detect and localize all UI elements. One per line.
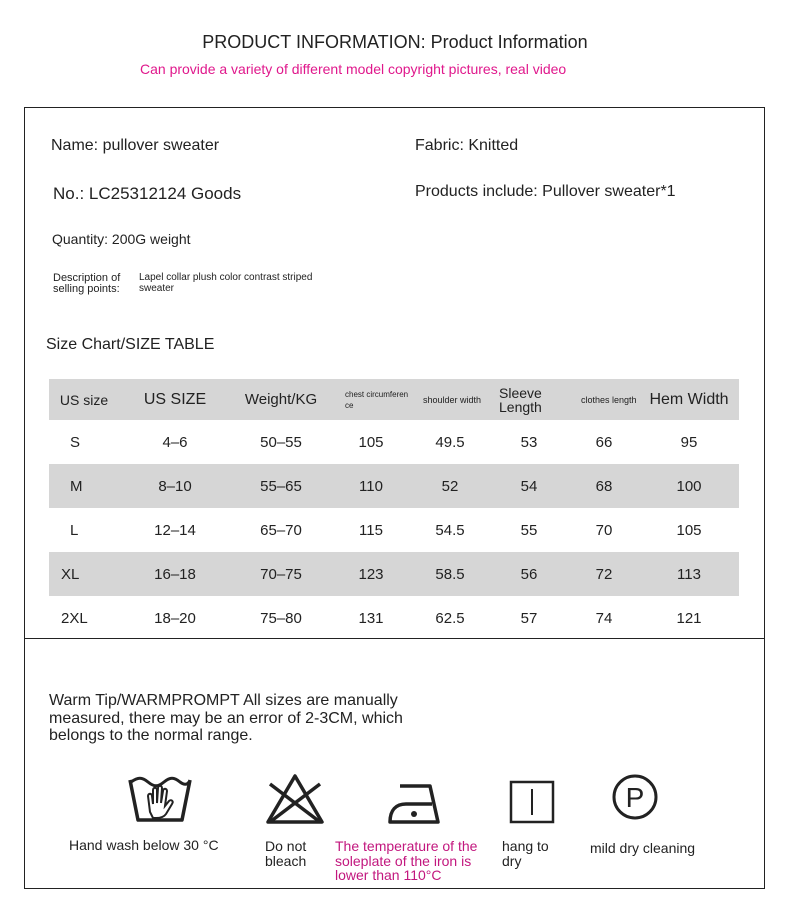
svg-text:P: P <box>625 782 645 813</box>
table-cell: 2XL <box>61 609 88 627</box>
table-cell: 110 <box>331 464 411 508</box>
table-cell: 12–14 <box>154 521 196 539</box>
table-header-row <box>49 379 739 420</box>
care-label-hang-dry: hang to dry <box>502 838 549 869</box>
size-chart-title: Size Chart/SIZE TABLE <box>46 336 215 353</box>
hand-wash-icon <box>128 774 192 828</box>
table-cell: 121 <box>676 609 702 627</box>
hang-dry-icon <box>508 779 556 825</box>
product-quantity: Quantity: 200G weight <box>52 231 191 247</box>
table-cell: 54 <box>489 464 569 508</box>
table-cell: 70 <box>595 521 613 539</box>
table-row <box>49 508 739 552</box>
table-cell: M <box>49 464 119 508</box>
table-cell: 100 <box>639 464 739 508</box>
table-cell: 68 <box>569 464 639 508</box>
table-cell: 115 <box>359 521 383 539</box>
table-cell: 66 <box>595 433 613 451</box>
table-cell: 50–55 <box>260 433 302 451</box>
table-cell: 75–80 <box>260 609 302 627</box>
table-cell: 18–20 <box>154 609 196 627</box>
table-cell: 123 <box>331 552 411 596</box>
description-value: Lapel collar plush color contrast striped sweater <box>139 272 313 294</box>
table-cell: 105 <box>358 433 384 451</box>
table-cell: 65–70 <box>260 521 302 539</box>
table-row <box>49 552 739 596</box>
header-chest: chest circumference <box>331 379 411 420</box>
table-cell: 70–75 <box>231 552 331 596</box>
table-cell: 58.5 <box>411 552 489 596</box>
product-fabric: Fabric: Knitted <box>415 137 519 154</box>
table-cell: 72 <box>569 552 639 596</box>
table-cell: 49.5 <box>435 433 465 451</box>
warm-tip: Warm Tip/WARMPROMPT All sizes are manually measured, there may be an error of 2-3CM, which belongs to the normal range. <box>49 692 403 744</box>
care-label-hand-wash: Hand wash below 30 °C <box>69 837 219 853</box>
table-cell: 8–10 <box>119 464 231 508</box>
table-cell: 55 <box>520 521 538 539</box>
table-cell: 54.5 <box>435 521 465 539</box>
dry-clean-icon <box>610 772 660 822</box>
size-table <box>49 379 739 640</box>
description-label: Description of selling points: <box>53 272 121 295</box>
table-cell: 95 <box>680 433 698 451</box>
table-cell: 131 <box>358 609 384 627</box>
header-us-size-caps: US SIZE <box>119 379 231 420</box>
table-cell: 105 <box>676 521 702 539</box>
table-cell: 55–65 <box>231 464 331 508</box>
table-cell: 52 <box>411 464 489 508</box>
care-label-iron: The temperature of the soleplate of the iron is lower than 110°C <box>335 838 478 883</box>
table-row <box>49 596 739 640</box>
table-cell: XL <box>49 552 119 596</box>
table-cell: 56 <box>489 552 569 596</box>
header-shoulder: shoulder width <box>411 379 489 420</box>
product-includes: Products include: Pullover sweater*1 <box>415 183 676 200</box>
table-cell: 57 <box>520 609 538 627</box>
table-cell: 53 <box>520 433 538 451</box>
table-cell: 113 <box>639 552 739 596</box>
header-sleeve: Sleeve Length <box>489 379 569 420</box>
table-row <box>49 420 739 464</box>
table-cell: 16–18 <box>119 552 231 596</box>
header-weight: Weight/KG <box>231 379 331 420</box>
product-name: Name: pullover sweater <box>51 137 220 154</box>
header-clothes-length: clothes length <box>569 379 639 420</box>
table-cell: 74 <box>595 609 613 627</box>
table-row <box>49 464 739 508</box>
header-hem: Hem Width <box>639 379 739 420</box>
table-cell: L <box>70 521 79 539</box>
copyright-note: Can provide a variety of different model copyright pictures, real video <box>140 61 567 77</box>
iron-icon <box>386 782 442 826</box>
header-us-size: US size <box>49 379 119 420</box>
product-number: No.: LC25312124 Goods <box>53 184 242 203</box>
table-cell: 4–6 <box>162 433 188 451</box>
page-title: PRODUCT INFORMATION: Product Information <box>202 32 588 52</box>
table-cell: 62.5 <box>435 609 465 627</box>
no-bleach-icon <box>264 772 326 826</box>
table-cell: S <box>70 433 81 451</box>
care-label-no-bleach: Do not bleach <box>265 838 307 869</box>
care-label-dry-clean: mild dry cleaning <box>590 840 696 856</box>
